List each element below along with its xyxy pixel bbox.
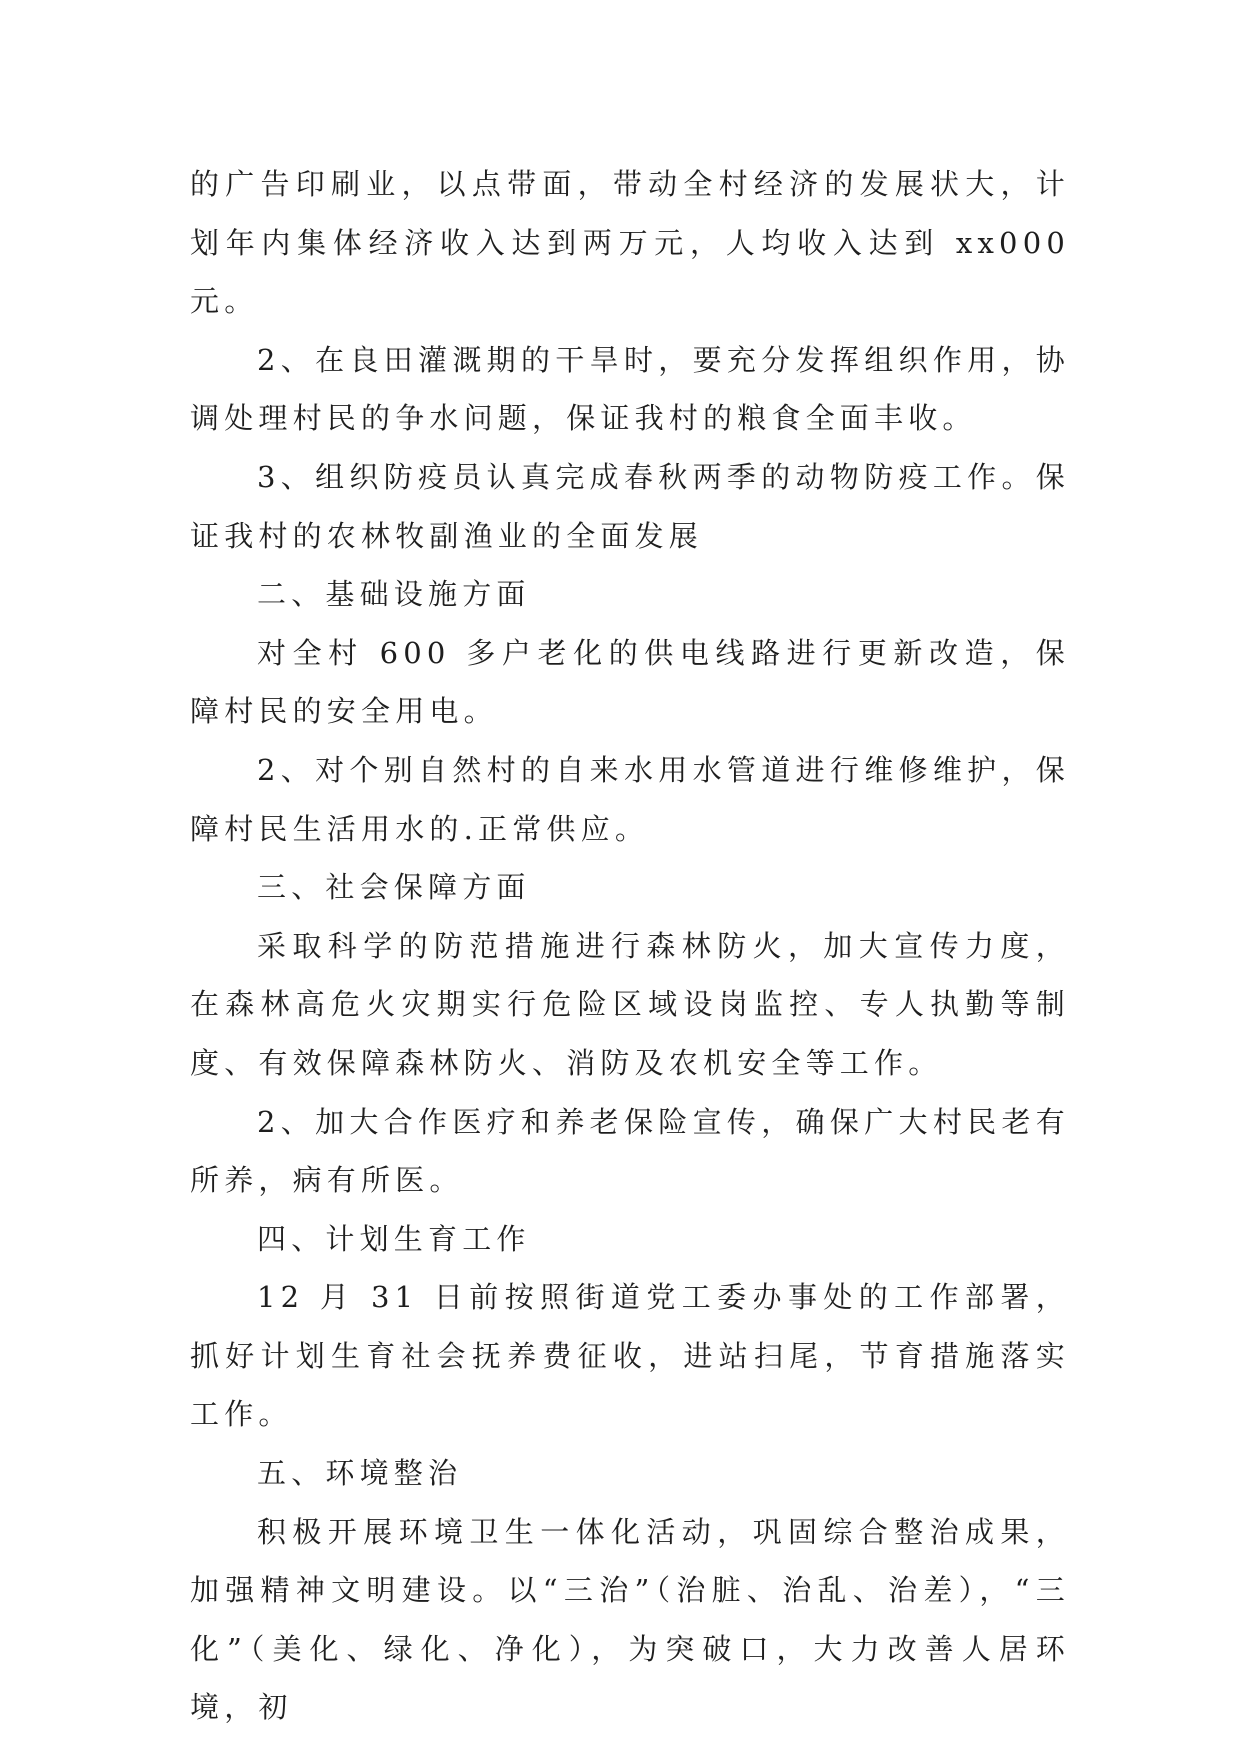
paragraph: 对全村 600 多户老化的供电线路进行更新改造，保障村民的安全用电。	[190, 635, 1070, 729]
paragraph: 积极开展环境卫生一体化活动，巩固综合整治成果，加强精神文明建设。以“三治”（治脏、治乱、治差），“三化”（美化、绿化、净化），为突破口，大力改善人居环境，初	[190, 1514, 1070, 1725]
paragraph: 采取科学的防范措施进行森林防火，加大宣传力度，在森林高危火灾期实行危险区域设岗监控、专人执勤等制度、有效保障森林防火、消防及农机安全等工作。	[190, 928, 1070, 1080]
paragraph: 12 月 31 日前按照街道党工委办事处的工作部署，抓好计划生育社会抚养费征收，进站扫尾，节育措施落实工作。	[190, 1280, 1070, 1432]
paragraph: 3、组织防疫员认真完成春秋两季的动物防疫工作。保证我村的农林牧副渔业的全面发展	[190, 459, 1070, 553]
section-heading: 二、基础设施方面	[257, 577, 531, 612]
paragraph: 2、在良田灌溉期的干旱时，要充分发挥组织作用，协调处理村民的争水问题，保证我村的粮食全面丰收。	[190, 342, 1070, 436]
section-heading: 三、社会保障方面	[257, 870, 531, 905]
paragraph: 2、加大合作医疗和养老保险宣传，确保广大村民老有所养，病有所医。	[190, 1104, 1070, 1198]
section-heading: 四、计划生育工作	[257, 1221, 531, 1256]
paragraph: 2、对个别自然村的自来水用水管道进行维修维护，保障村民生活用水的.正常供应。	[190, 752, 1070, 846]
paragraph: 的广告印刷业，以点带面，带动全村经济的发展状大，计划年内集体经济收入达到两万元，人均收入达到 xx000 元。	[190, 167, 1070, 319]
section-heading: 五、环境整治	[257, 1456, 463, 1491]
document-body	[190, 155, 1070, 1737]
